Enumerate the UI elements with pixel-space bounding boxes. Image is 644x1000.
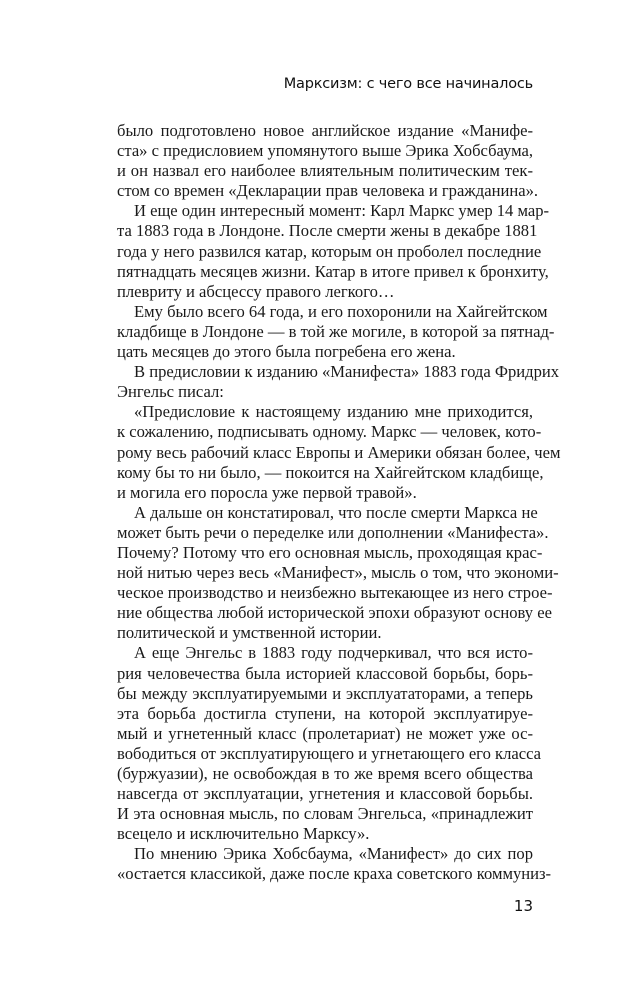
text-line: плевриту и абсцессу правого легкого… (117, 281, 395, 301)
text-line: мый и угнетенный класс (пролетариат) не может уже ос- (117, 723, 533, 743)
text-line: рия человечества была историей классовой борьбы, борь- (117, 663, 533, 683)
text-line: года у него развился катар, которым он проболел последние (117, 241, 542, 261)
text-line: В предисловии к изданию «Манифеста» 1883 года Фридрих (134, 362, 560, 382)
text-line: та 1883 года в Лондоне. После смерти жены в декабре 1881 (117, 221, 538, 241)
text-line: ние общества любой исторической эпохи образуют основу ее (117, 603, 552, 623)
text-line: рому весь рабочий класс Европы и Америки обязан более, чем (117, 442, 561, 462)
text-line: кладбище в Лондоне — в той же могиле, в которой за пятнад- (117, 321, 555, 341)
text-line: «остается классикой, даже после краха советского коммуниз- (117, 864, 552, 884)
text-line: вободиться от эксплуатирующего и угнетающего его класса (117, 743, 542, 763)
text-line: эта борьба достигла ступени, на которой эксплуатируе- (117, 703, 533, 723)
text-line: было подготовлено новое английское издание «Манифе- (117, 121, 533, 140)
text-line: кому бы то ни было, — покоится на Хайгейтском кладбище, (117, 462, 544, 482)
page-number: 13 (513, 897, 533, 915)
text-line: бы между эксплуатируемыми и эксплуататорами, а теперь (117, 683, 533, 703)
text-line: Ему было всего 64 года, и его похоронили на Хайгейтском (134, 301, 548, 321)
text-line: навсегда от эксплуатации, угнетения и классовой борьбы. (117, 784, 533, 804)
text-line: цать месяцев до этого была погребена его жена. (117, 342, 456, 362)
text-line: пятнадцать месяцев жизни. Катар в итоге привел к бронхиту, (117, 261, 549, 281)
text-line: «Предисловие к настоящему изданию мне приходится, (134, 402, 533, 422)
text-line: (буржуазии), не освобождая в то же время всего общества (117, 764, 533, 783)
text-line: А еще Энгельс в 1883 году подчеркивал, что вся исто- (134, 643, 533, 663)
text-line: Почему? Потому что его основная мысль, проходящая крас- (117, 542, 543, 562)
body-text (117, 121, 561, 885)
running-header: Марксизм: с чего все начиналось (283, 76, 533, 92)
text-line: И эта основная мысль, по словам Энгельса, «принадлежит (117, 804, 533, 824)
text-line: И еще один интересный момент: Карл Маркс умер 14 мар- (134, 201, 550, 221)
text-line: стом со времен «Декларации прав человека и гражданина». (117, 181, 539, 201)
text-line: и он назвал его наиболее влиятельным политическим тек- (117, 161, 533, 181)
text-line: ной нитью через весь «Манифест», мысль о том, что экономи- (117, 563, 559, 583)
text-line: к сожалению, подписывать одному. Маркс — человек, кото- (117, 422, 542, 442)
text-line: политической и умственной истории. (117, 623, 382, 643)
text-line: ста» с предисловием упомянутого выше Эрика Хобсбаума, (117, 141, 534, 161)
text-line: ческое производство и неизбежно вытекающее из него строе- (117, 583, 553, 603)
text-line: Энгельс писал: (117, 382, 224, 402)
text-line: может быть речи о переделке или дополнении «Манифеста». (117, 522, 549, 542)
text-line: и могила его поросла уже первой травой». (117, 482, 417, 502)
text-line: А дальше он констатировал, что после смерти Маркса не (134, 502, 538, 522)
text-line: По мнению Эрика Хобсбаума, «Манифест» до сих пор (134, 844, 533, 864)
text-line: всецело и исключительно Марксу». (117, 824, 370, 844)
